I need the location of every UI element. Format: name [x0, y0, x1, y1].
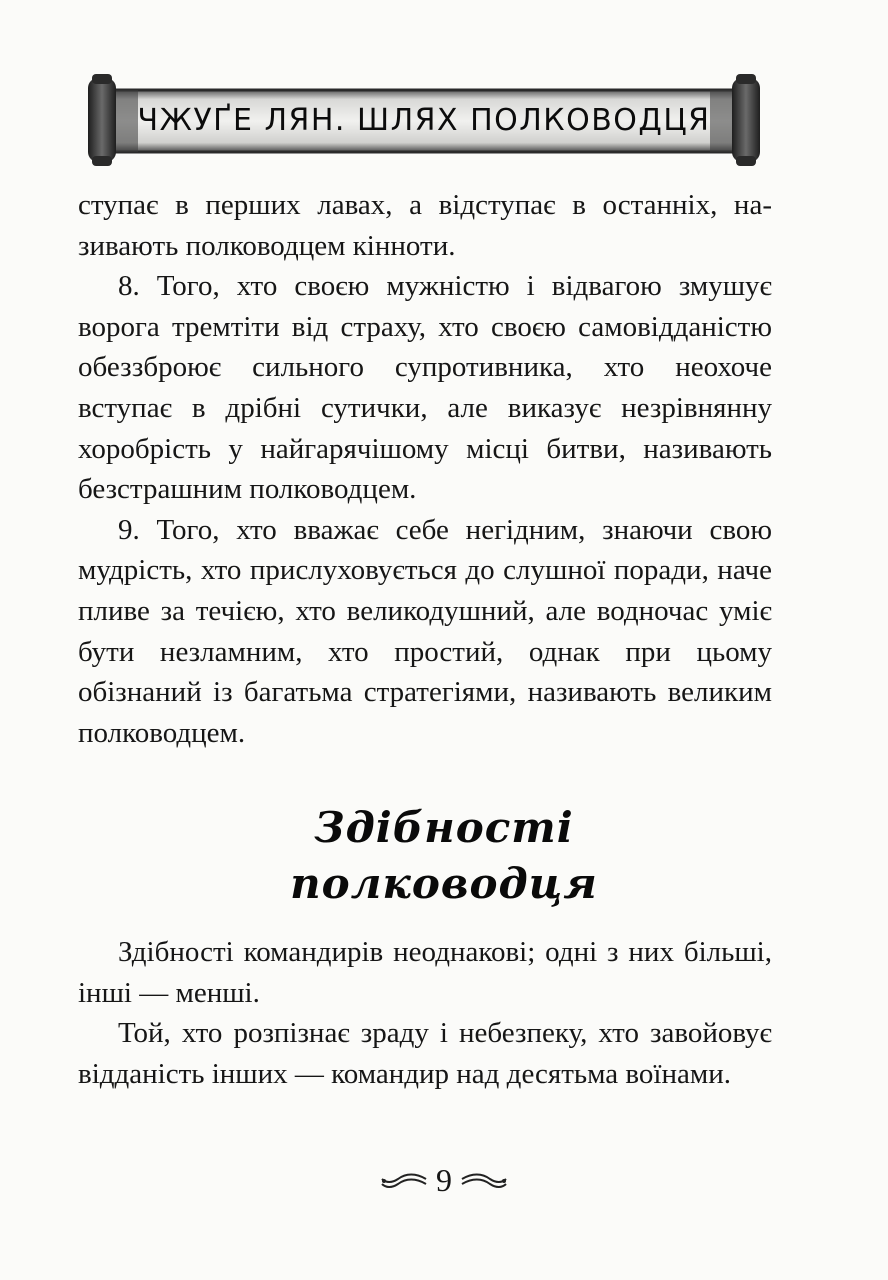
- page-number: 9: [436, 1162, 452, 1198]
- page-folio: [0, 1162, 888, 1199]
- paragraph: 8. Того, хто своєю мужністю і відвагою змушує ворога тремтіти від страху, хто своєю самовідданістю обеззброює сильного супротивника, хто неохоче вступає в дрібні сутички, але виказує незрівнянну хоробрість у найгарячішому місці битви, називають безстрашним полководцем.: [78, 270, 772, 506]
- left-flourish-icon: [380, 1171, 428, 1191]
- running-title: ЧЖУҐЕ ЛЯН. ШЛЯХ ПОЛКОВОДЦЯ: [137, 102, 711, 138]
- paragraph: ступає в перших лавах, а відступає в останніх, називають полководцем кінноти.: [78, 189, 772, 262]
- header-scroll-banner: [82, 74, 766, 166]
- section-heading-line: полководця: [290, 859, 598, 908]
- section-heading-line: Здібності: [314, 803, 574, 852]
- right-flourish-icon: [460, 1171, 508, 1191]
- body-text-top: [78, 185, 772, 753]
- section-heading: [0, 800, 888, 912]
- body-text-bottom: [78, 932, 772, 1094]
- paragraph: Здібності командирів неоднакові; одні з них більші, інші — менші.: [78, 936, 772, 1009]
- paragraph: 9. Того, хто вважає себе негідним, знаючи свою мудрість, хто прислуховується до слушної поради, наче пливе за течією, хто великодушний, але водночас уміє бути незламним, хто простий, однак при цьому обізнаний із багатьма стратегіями, називають великим полководцем.: [78, 513, 772, 749]
- paragraph: Той, хто розпізнає зраду і небезпеку, хто завойовує відданість інших — командир над десятьма воїнами.: [78, 1017, 772, 1090]
